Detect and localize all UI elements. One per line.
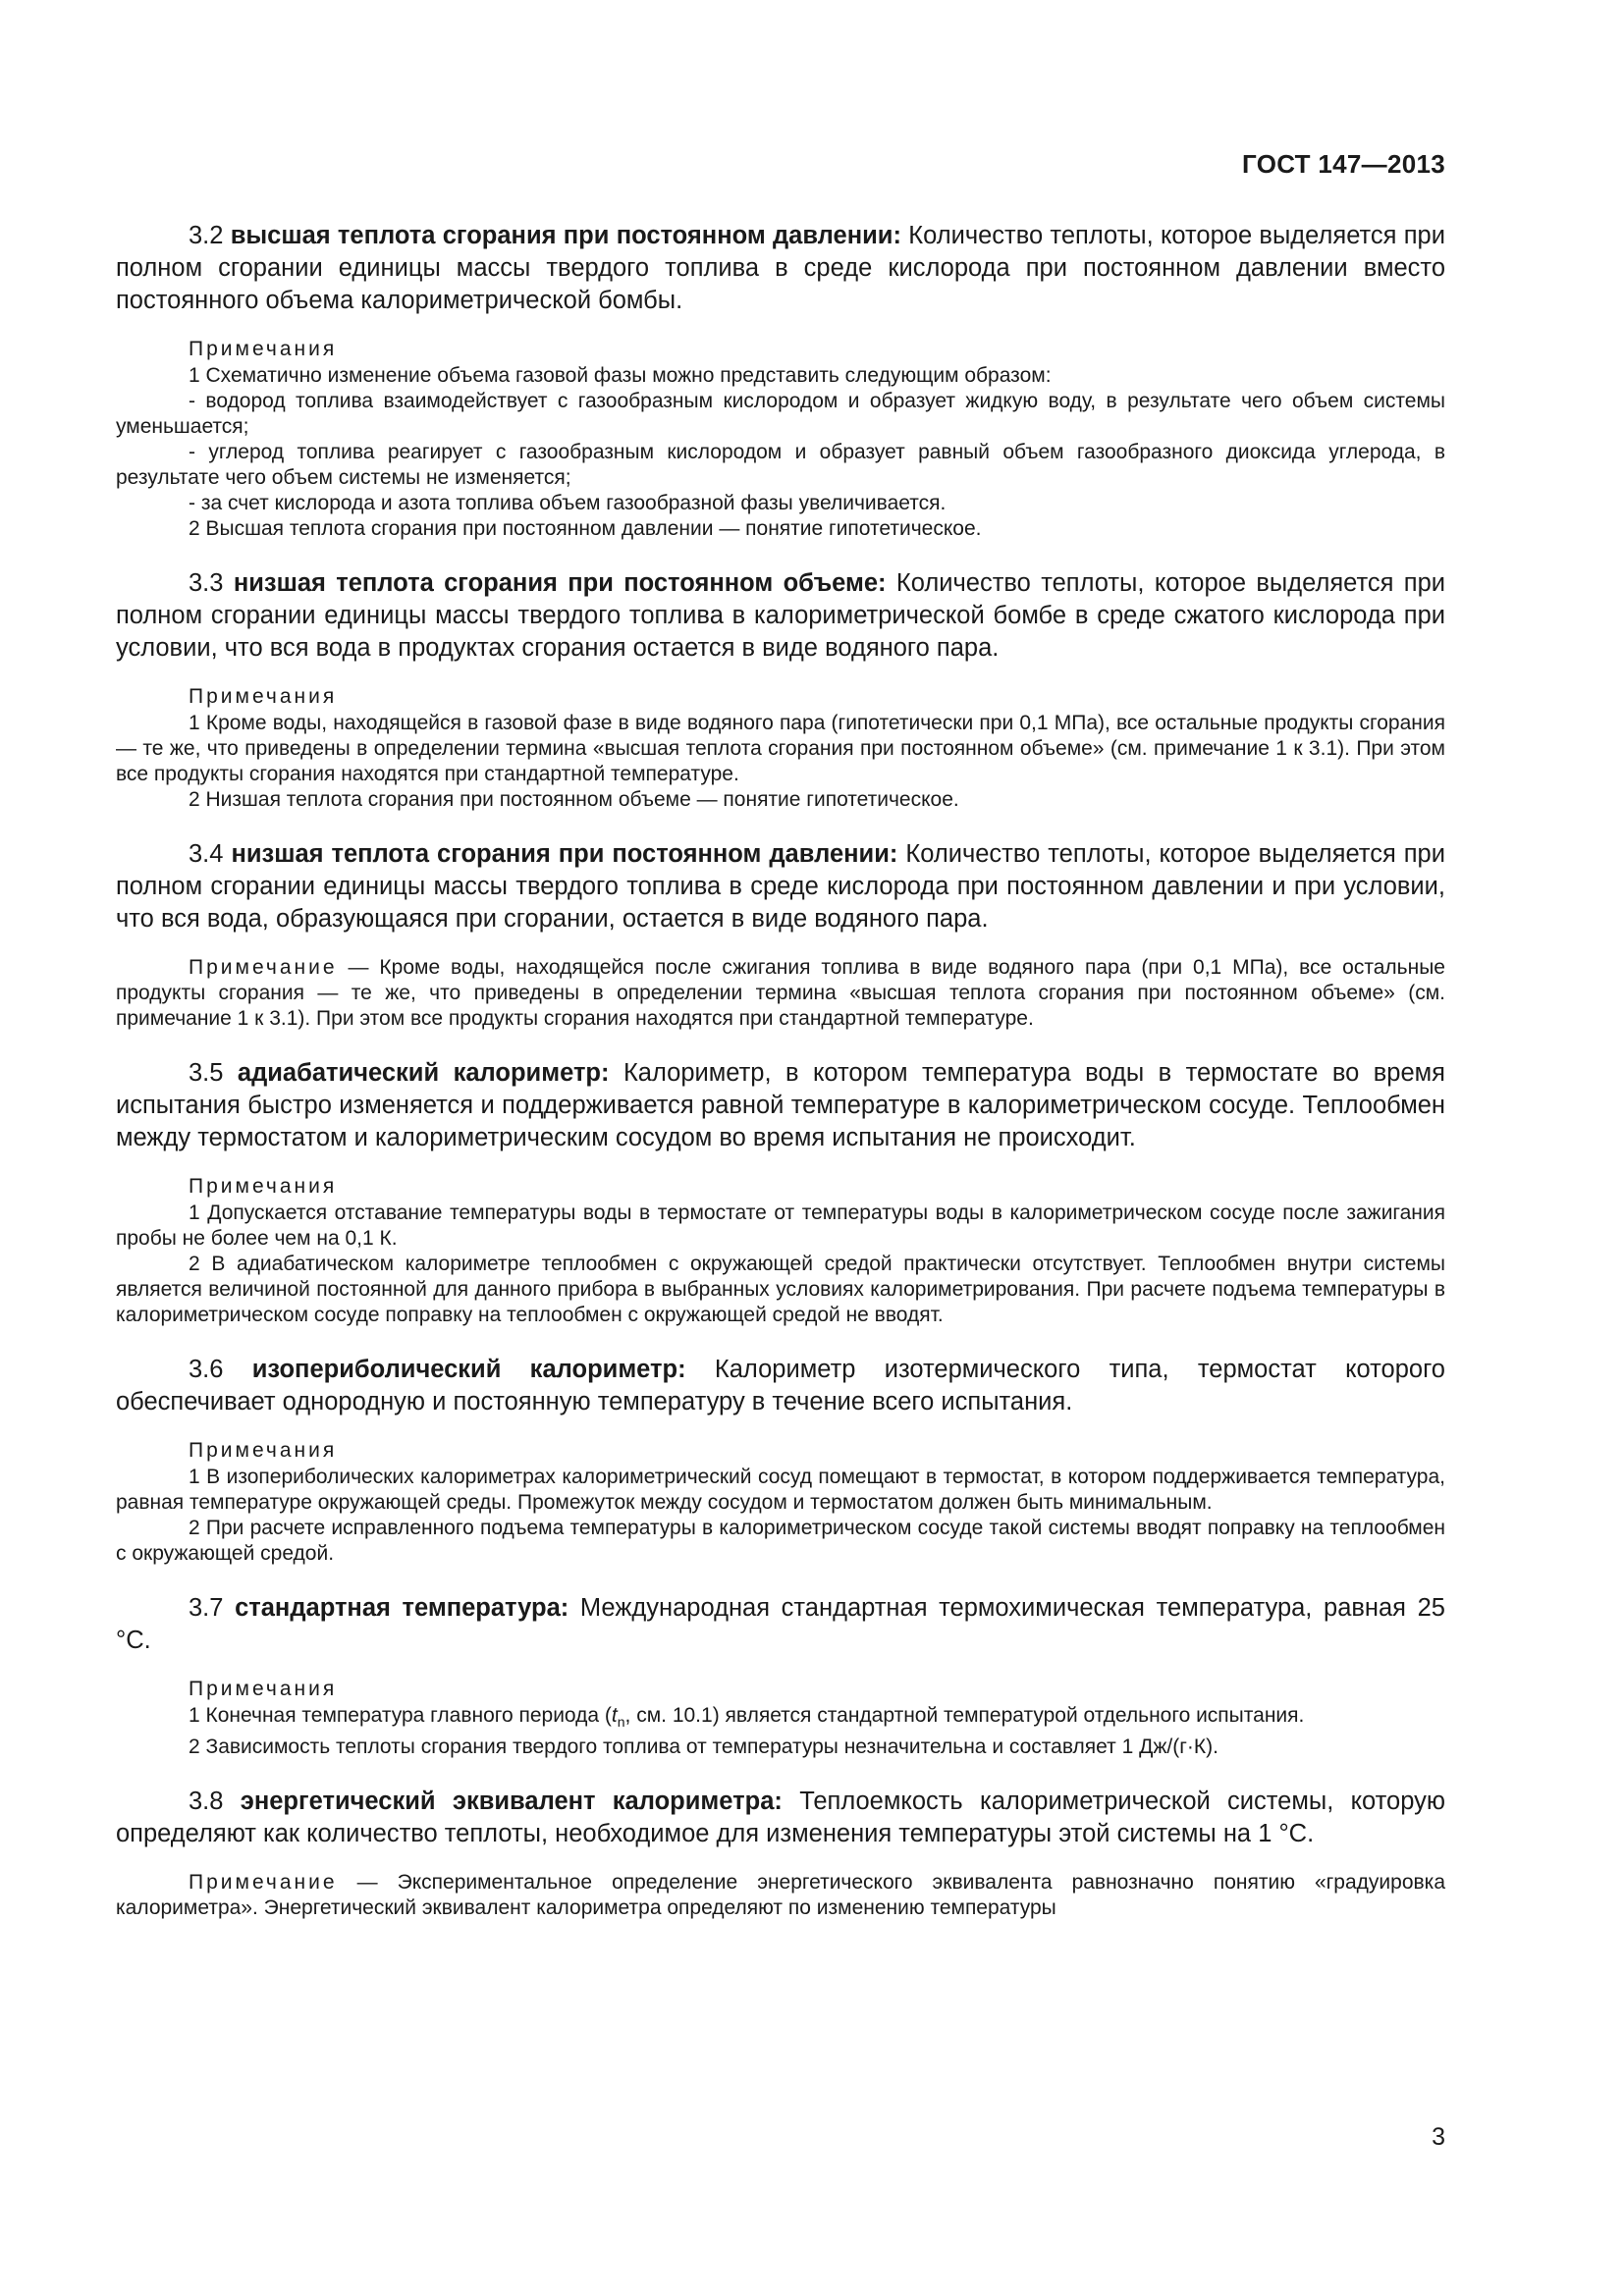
note-item [116,1870,1445,1921]
note-item: 2 В адиабатическом калориметре теплообмен с окружающей средой практически отсутствует. Теплообмен внутри системы является величиной постоянной для данного прибора в выбранных условиях калориметрирования. При расчете подъема температуры в калориметрическом сосуде поправку на теплообмен с окружающей средой не вводят. [116,1253,1445,1326]
notes-heading: Примечания [189,1439,338,1462]
note-label: Примечание [189,956,338,979]
note-item: 2 При расчете исправленного подъема температуры в калориметрическом сосуде такой системы вводят поправку на теплообмен с окружающей средой. [116,1517,1445,1565]
document-page [116,0,1445,2296]
note-item: 1 Кроме воды, находящейся в газовой фазе в виде водяного пара (гипотетически при 0,1 МПа), все остальные продукты сгорания — те же, что приведены в определении термина «высшая теплота сгорания при постоянном объеме» (см. примечание 1 к 3.1). При этом все продукты сгорания находятся при стандартной температуре. [116,712,1445,785]
term-3-4 [116,838,1445,935]
term-number: 3.3 [189,569,224,597]
term-number: 3.6 [189,1356,224,1383]
note-text: — Кроме воды, находящейся после сжигания топлива в виде водяного пара (при 0,1 МПа), все остальные продукты сгорания — те же, что приведены в определении термина «высшая теплота сгорания при постоянном объеме» (см. примечание 1 к 3.1). При этом все продукты сгорания находятся при стандартной температуре. [116,956,1445,1030]
term-number: 3.7 [189,1594,224,1622]
term-definition: Количество теплоты, которое выделяется при полном сгорании единицы массы твердого топлива в калориметрической бомбе в среде сжатого кислорода при условии, что вся вода в продуктах сгорания остается в виде водяного пара. [116,569,1445,662]
term-name: энергетический эквивалент калориметра: [240,1788,783,1816]
notes-3-5 [116,1174,1445,1328]
term-name: низшая теплота сгорания при постоянном давлении: [231,840,898,868]
term-number: 3.4 [189,840,224,868]
notes-heading: Примечания [189,1678,338,1700]
term-3-8 [116,1786,1445,1850]
term-definition: Теплоемкость калориметрической системы, которую определяют как количество теплоты, необходимое для изменения температуры этой системы на 1 °С. [116,1788,1445,1848]
symbol-subscript: n [617,1714,625,1731]
term-number: 3.8 [189,1788,224,1816]
notes-3-6 [116,1438,1445,1567]
notes-heading: Примечания [189,685,338,708]
note-item: - за счет кислорода и азота топлива объем газообразной фазы увеличивается. [189,492,947,514]
note-item: - водород топлива взаимодействует с газообразным кислородом и образует жидкую воду, в результате чего объем системы уменьшается; [116,390,1445,438]
note-text: 1 Конечная температура главного периода ( [189,1704,612,1727]
term-definition: Количество теплоты, которое выделяется при полном сгорании единицы массы твердого топлива в среде кислорода при постоянном давлении и при условии, что вся вода, образующаяся при сгорании, остается в виде водяного пара. [116,840,1445,933]
note-3-8 [116,1870,1445,1921]
note-item: 2 Низшая теплота сгорания при постоянном объеме — понятие гипотетическое. [189,788,959,811]
note-item: 1 Допускается отставание температуры воды в термостате от температуры воды в калориметрическом сосуде после зажигания пробы не более чем на 0,1 К. [116,1201,1445,1250]
note-item: 1 Схематично изменение объема газовой фазы можно представить следующим образом: [189,364,1052,387]
page-number: 3 [1432,2123,1445,2151]
notes-heading: Примечания [189,1175,338,1198]
term-definition: Международная стандартная термохимическая температура, равная 25 °С. [116,1594,1445,1654]
note-item [116,955,1445,1032]
note-item: - углерод топлива реагирует с газообразным кислородом и образует равный объем газообразного диоксида углерода, в результате чего объем системы не изменяется; [116,441,1445,489]
note-text: , см. 10.1) является стандартной температурой отдельного испытания. [624,1704,1305,1727]
term-name: высшая теплота сгорания при постоянном давлении: [230,222,901,249]
notes-3-7 [116,1677,1445,1760]
term-name: изопериболический калориметр: [251,1356,686,1383]
notes-heading: Примечания [189,338,338,360]
term-name: стандартная температура: [235,1594,569,1622]
term-definition: Калориметр изотермического типа, термостат которого обеспечивает однородную и постоянную температуру в течение всего испытания. [116,1356,1445,1415]
term-3-5 [116,1057,1445,1154]
note-item: 2 Зависимость теплоты сгорания твердого топлива от температуры незначительна и составляет 1 Дж/(г·К). [189,1735,1218,1759]
term-number: 3.5 [189,1059,224,1087]
page-content [116,220,1445,1947]
note-label: Примечание [189,1871,338,1895]
term-definition: Калориметр, в котором температура воды в термостате во время испытания быстро изменяется и поддерживается равной температуре в калориметрическом сосуде. Теплообмен между термостатом и калориметрическим сосудом во время испытания не происходит. [116,1059,1445,1151]
term-number: 3.2 [189,222,224,249]
term-definition: Количество теплоты, которое выделяется при полном сгорании единицы массы твердого топлива в среде кислорода при постоянном давлении вместо постоянного объема калориметрической бомбы. [116,222,1445,314]
symbol-t: t [611,1704,618,1727]
term-3-7 [116,1592,1445,1657]
notes-3-3 [116,684,1445,813]
term-3-2 [116,220,1445,317]
note-3-4 [116,955,1445,1032]
standard-designation: ГОСТ 147—2013 [1242,149,1445,179]
term-3-3 [116,567,1445,665]
notes-3-2 [116,337,1445,542]
term-3-6 [116,1354,1445,1418]
note-text: — Экспериментальное определение энергетического эквивалента равнозначно понятию «градуировка калориметра». Энергетический эквивалент калориметра определяют по изменению температуры [116,1871,1445,1920]
note-item: 1 В изопериболических калориметрах калориметрический сосуд помещают в термостат, в котором поддерживается температура, равная температуре окружающей среды. Промежуток между сосудом и термостатом должен быть минимальным. [116,1466,1445,1514]
term-name: адиабатический калориметр: [237,1059,610,1087]
note-item [116,1703,1445,1735]
term-name: низшая теплота сгорания при постоянном объеме: [233,569,887,597]
note-item: 2 Высшая теплота сгорания при постоянном давлении — понятие гипотетическое. [189,517,982,540]
